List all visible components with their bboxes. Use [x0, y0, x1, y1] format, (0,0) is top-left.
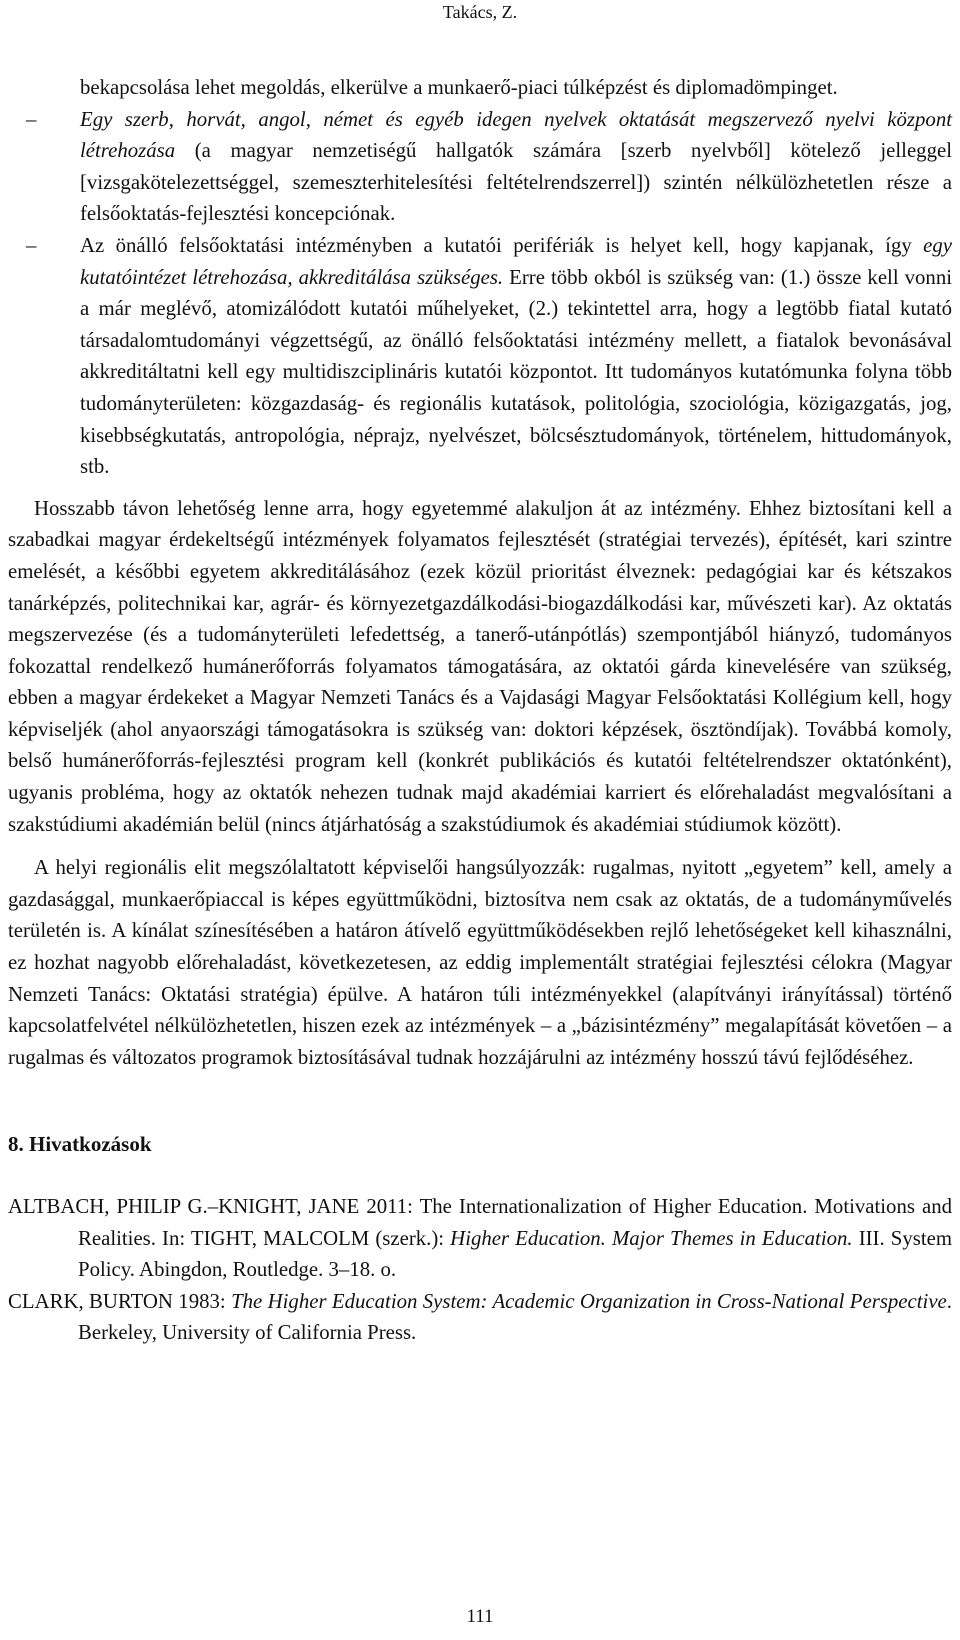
- bullet-item-emphasis: egy kutatóintézet létrehozása, akkreditálása szükséges.: [80, 233, 952, 289]
- paragraph-university: Hosszabb távon lehetőség lenne arra, hogy egyetemmé alakuljon át az intézmény. Ehhez biztosítani kell a szabadkai magyar érdekeltségű intézmények folyamatos fejlesztését (stratégiai tervezés), építését, kari szintre emelését, a későbbi egyetem akkreditálásához (ezek közül prioritást élveznek: pedagógiai kar és kétszakos tanárképzés, politechnikai kar, agrár- és környezetgazdálkodási-biogazdálkodási kar, művészeti kar). Az oktatás megszervezése (és a tudományterületi lefedettség, a tanerő-utánpótlás) szempontjából hiányzó, tudományos fokozattal rendelkező humánerőforrás folyamatos támogatására, az oktatói gárda kinevelésére van szükség, ebben a magyar érdekeket a Magyar Nemzeti Tanács és a Vajdasági Magyar Felsőoktatási Kollégium kell, hogy képviseljék (ahol anyaországi támogatásokra is szükség van: doktori képzések, ösztöndíjak). Továbbá komoly, belső humánerőforrás-fejlesztési program kell (konkrét publikációs és kutatói feltételrendszer oktatónként), ugyanis probléma, hogy az oktatók nehezen tudnak majd akadémiai karriert és előrehaladást megvalósítani a szakstúdiumi akadémián belül (nincs átjárhatóság a szakstúdiumok és akadémiai stúdiumok között).: [8, 496, 952, 836]
- reference-item: [8, 1286, 952, 1349]
- section-heading: 8. Hivatkozások: [8, 1132, 152, 1157]
- running-header: Takács, Z.: [442, 2, 518, 22]
- bullet-item-research-institute: [8, 230, 952, 483]
- reference-text: ALTBACH, PHILIP G.–KNIGHT, JANE 2011: The Internationalization of Higher Education. Motivations and Realities. In: TIGHT, MALCOLM (szerk.):: [8, 1195, 952, 1250]
- reference-text: . Berkeley, University of California Press.: [78, 1289, 952, 1345]
- reference-title: The Higher Education System: Academic Organization in Cross-National Perspective: [231, 1289, 947, 1313]
- reference-title: Higher Education. Major Themes in Education.: [450, 1226, 853, 1250]
- bullet-item-emphasis: Egy szerb, horvát, angol, német és egyéb idegen nyelvek oktatását megszervező nyelvi központ létrehozása: [80, 107, 952, 163]
- bullet-continuation: bekapcsolása lehet megoldás, elkerülve a munkaerő-piaci túlképzést és diplomadömpinget.: [80, 76, 838, 99]
- bullet-item-language-center: [8, 104, 952, 230]
- reference-text: III. System Policy. Abingdon, Routledge. 3–18. o.: [78, 1226, 953, 1282]
- dash-marker: –: [26, 233, 37, 257]
- paragraph-regional-elite: A helyi regionális elit megszólaltatott képviselői hangsúlyozzák: rugalmas, nyitott „egyetem” kell, amely a gazdasággal, munkaerőpiaccal is képes együttműködni, biztosítva nem csak az oktatás, de a tudományművelés területén is. A kínálat színesítésében a határon átívelő együttműködésekben rejlő lehetőségeket kell kihasználni, ez hozhat nagyobb előrehaladást, következetesen, az eddig implementált stratégiai fejlesztési célokra (Magyar Nemzeti Tanács: Oktatási stratégia) épülve. A határon túli intézményekkel (alapítványi irányítással) történő kapcsolatfelvétel nélkülözhetetlen, hiszen ezek az intézmények – a „bázisintézmény” megalapítását követően – a rugalmas és változatos programok biztosításával tudnak hozzájárulni az intézmény hosszú távú fejlődéséhez.: [8, 856, 952, 1069]
- bullet-item-text: Erre több okból is szükség van: (1.) össze kell vonni a már meglévő, atomizálódott kutatói műhelyeket, (2.) tekintettel arra, hogy a legtöbb fiatal kutató társadalomtudományi végzettségű, az önálló felsőoktatási intézmény mellett, a fiatalok bevonásával akkreditáltatni kell egy multidiszciplináris kutatói központot. Itt tudományos kutatómunka folyna több tudományterületen: közgazdaság- és regionális kutatások, politológia, szociológia, közigazgatás, jog, kisebbségkutatás, antropológia, néprajz, nyelvészet, bölcsésztudományok, történelem, hittudományok, stb.: [80, 265, 952, 479]
- bullet-list: [8, 72, 952, 483]
- dash-marker: –: [26, 107, 37, 131]
- reference-text: CLARK, BURTON 1983:: [8, 1289, 232, 1313]
- bullet-item-text: (a magyar nemzetiségű hallgatók számára [szerb nyelvből] kötelező jelleggel [vizsgakötelezettséggel, szemeszterhitelesítési feltételrendszerrel]) szintén nélkülözhetetlen része a felsőoktatás-fejlesztési koncepciónak.: [80, 139, 952, 226]
- page-number: 111: [466, 1606, 494, 1627]
- reference-item: [8, 1191, 952, 1286]
- bullet-item-text: Az önálló felsőoktatási intézményben a kutatói perifériák is helyet kell, hogy kapjanak, így: [80, 233, 924, 257]
- reference-list: [8, 1191, 952, 1349]
- page-body: [8, 72, 952, 1349]
